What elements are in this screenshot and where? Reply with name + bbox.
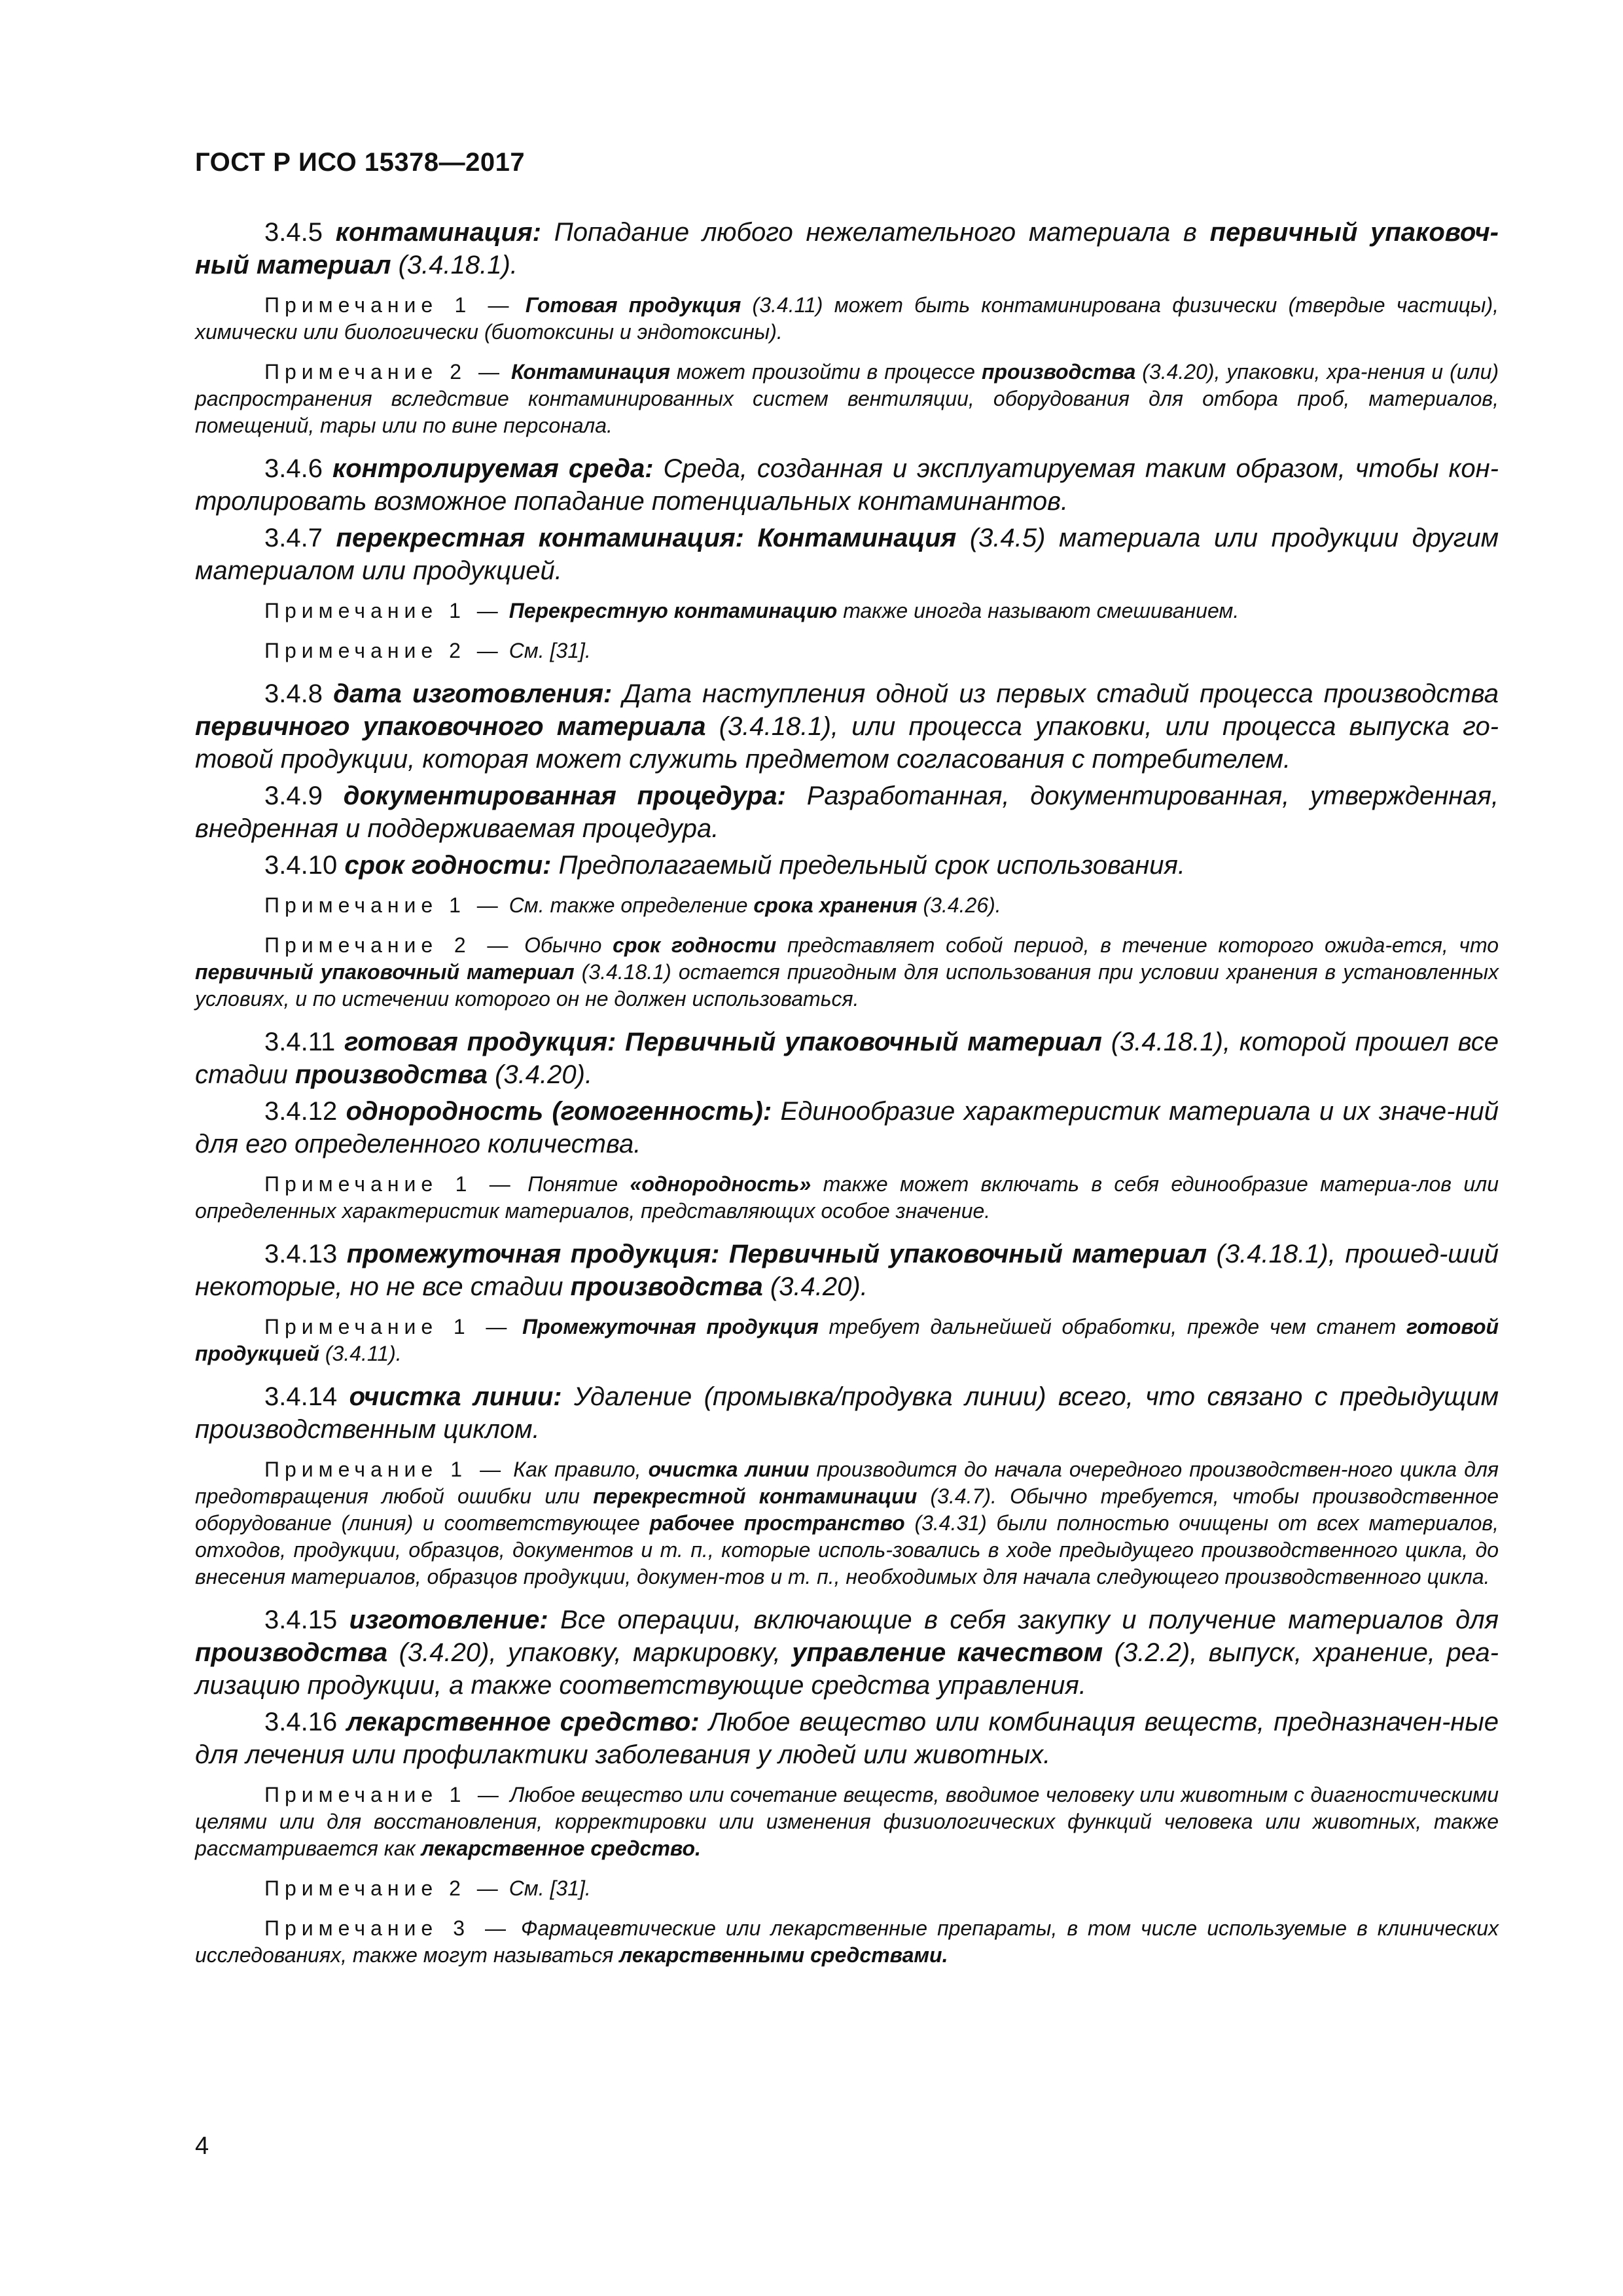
term-definition: [195, 1238, 1499, 1303]
note-label: Примечание 2 —: [264, 639, 503, 662]
note-emphasis: рабочее пространство: [649, 1511, 905, 1535]
note-emphasis: очистка линии: [648, 1458, 810, 1481]
note-text: также может включать в себя единообразие материа-лов или определенных характеристик материалов, представляющих особое значение.: [195, 1172, 1499, 1223]
term-text: (3.4.5) материала или продукции другим материалом или продукцией.: [195, 524, 1499, 585]
term-name: изготовление:: [349, 1605, 548, 1634]
document-header: ГОСТ Р ИСО 15378—2017: [195, 148, 526, 177]
note-text: (3.4.7). Обычно требуется, чтобы производственное оборудование (линия) и соответствующее: [195, 1484, 1499, 1535]
term-name: готовая продукция:: [344, 1028, 616, 1056]
term-emphasis: Контаминация: [743, 524, 957, 552]
term-note: [195, 598, 1499, 624]
term-definition: [195, 452, 1499, 518]
term-number: 3.4.11: [264, 1028, 345, 1056]
term-definition: [195, 1026, 1499, 1091]
term-emphasis: управление качеством: [792, 1638, 1103, 1667]
note-emphasis: производства: [981, 360, 1136, 384]
note-text: (3.4.31) были полностью очищены от всех материалов, отходов, продукции, образцов, документов и т. п., которые исполь-зовались в ходе предыдущего производственного цикла, до внесения материалов, образцов продукции, докумен-тов и т. п., необходимых для начала следующего производственного цикла.: [195, 1511, 1499, 1588]
note-emphasis: срока хранения: [753, 893, 918, 917]
note-text: (3.4.20), упаковки, хра-нения и (или) распространения вследствие контаминированных систем вентиляции, оборудования для отбора проб, материалов, помещений, тары или по вине персонала.: [195, 360, 1499, 437]
term-number: 3.4.14: [264, 1382, 349, 1411]
term-text: (3.4.18.1), или процесса упаковки, или процесса выпуска го-товой продукции, которая может служить предметом согласования с потребителем.: [195, 712, 1499, 774]
term-text: Единообразие характеристик материала и их значе-ний для его определенного количества.: [195, 1097, 1499, 1158]
note-text: Обычно: [524, 933, 613, 957]
note-emphasis: готовой продукцией: [195, 1315, 1499, 1365]
term-emphasis: Первичный упаковочный материал: [719, 1240, 1207, 1268]
term-text: Все операции, включающие в себя закупку и получение материалов для: [548, 1605, 1499, 1634]
term-note: [195, 1456, 1499, 1590]
note-emphasis: Контаминация: [510, 360, 670, 384]
term-number: 3.4.15: [264, 1605, 349, 1634]
term-text: (3.4.18.1), которой прошел все стадии: [195, 1028, 1499, 1089]
term-number: 3.4.7: [264, 524, 336, 552]
note-text: См. [31].: [508, 1876, 591, 1900]
note-emphasis: Промежуточная продукция: [522, 1315, 819, 1338]
note-label: Примечание 1 —: [264, 1458, 507, 1481]
term-note: [195, 1171, 1499, 1225]
term-number: 3.4.9: [264, 781, 344, 810]
note-emphasis: первичный упаковочный материал: [195, 960, 575, 984]
note-label: Примечание 1 —: [264, 293, 514, 317]
note-text: (3.4.18.1) остается пригодным для использования при условии хранения в установленных условиях, и по истечении которого он не должен использоваться.: [195, 960, 1499, 1011]
term-text: (3.4.20).: [762, 1272, 868, 1301]
term-emphasis: Первичный упаковочный материал: [616, 1028, 1102, 1056]
term-number: 3.4.10: [264, 851, 345, 880]
term-number: 3.4.12: [264, 1097, 346, 1126]
term-note: [195, 932, 1499, 1013]
note-text: См. [31].: [508, 639, 591, 662]
note-text: требует дальнейшей обработки, прежде чем станет: [818, 1315, 1407, 1338]
term-text: (3.4.20), упаковку, маркировку,: [387, 1638, 793, 1667]
note-label: Примечание 1 —: [264, 1783, 504, 1806]
term-definition: [195, 1095, 1499, 1160]
term-note: [195, 1782, 1499, 1862]
term-text: Удаление (промывка/продувка линии) всего, что связано с предыдущим производственным циклом.: [195, 1382, 1499, 1444]
term-text: (3.4.18.1).: [391, 251, 518, 279]
term-definition: [195, 1380, 1499, 1446]
term-text: Разработанная, документированная, утвержденная, внедренная и поддерживаемая процедура.: [195, 781, 1499, 843]
term-text: Попадание любого нежелательного материала в: [541, 218, 1210, 247]
term-text: (3.2.2), выпуск, хранение, реа-лизацию продукции, а также соответствующие средства управления.: [195, 1638, 1499, 1700]
note-emphasis: лекарственное средство.: [421, 1837, 701, 1860]
note-text: (3.4.11) может быть контаминирована физически (твердые частицы), химически или биологически (биотоксины и эндотоксины).: [195, 293, 1499, 344]
note-emphasis: срок годности: [613, 933, 777, 957]
term-definition: [195, 1604, 1499, 1702]
note-text: представляет собой период, в течение которого ожида-ется, что: [776, 933, 1499, 957]
term-name: контаминация:: [335, 218, 541, 247]
note-text: (3.4.26).: [917, 893, 1001, 917]
term-text: (3.4.20).: [488, 1060, 593, 1089]
term-emphasis: первичного упаковочного материала: [195, 712, 706, 741]
note-label: Примечание 2 —: [264, 1876, 503, 1900]
term-name: перекрестная контаминация:: [336, 524, 744, 552]
note-label: Примечание 3 —: [264, 1916, 511, 1940]
note-emphasis: перекрестной контаминации: [593, 1484, 918, 1508]
term-text: Любое вещество или комбинация веществ, предназначен-ные для лечения или профилактики заболевания у людей или животных.: [195, 1708, 1499, 1769]
note-emphasis: «однородность»: [630, 1172, 812, 1196]
note-label: Примечание 1 —: [264, 893, 503, 917]
term-definition: [195, 780, 1499, 845]
term-text: Среда, созданная и эксплуатируемая таким образом, чтобы кон-тролировать возможное попадание потенциальных контаминантов.: [195, 454, 1499, 516]
term-note: [195, 637, 1499, 664]
term-name: контролируемая среда:: [332, 454, 654, 483]
note-text: также иногда называют смешиванием.: [837, 599, 1240, 622]
document-body: [195, 216, 1499, 1982]
note-label: Примечание 2 —: [264, 360, 505, 384]
note-emphasis: лекарственными средствами.: [619, 1943, 948, 1967]
term-note: [195, 1915, 1499, 1969]
term-text: Дата наступления одной из первых стадий процесса производства: [612, 679, 1499, 708]
term-definition: [195, 1706, 1499, 1771]
term-name: промежуточная продукция:: [346, 1240, 720, 1268]
note-text: может произойти в процессе: [669, 360, 982, 384]
term-definition: [195, 216, 1499, 281]
term-name: однородность (гомогенность):: [346, 1097, 772, 1126]
term-text: Предполагаемый предельный срок использования.: [551, 851, 1186, 880]
term-note: [195, 359, 1499, 439]
note-text: производится до начала очередного производствен-ного цикла для предотвращения любой ошибки или: [195, 1458, 1499, 1508]
note-label: Примечание 1 —: [264, 1315, 512, 1338]
term-number: 3.4.16: [264, 1708, 347, 1736]
term-name: очистка линии:: [349, 1382, 562, 1411]
note-text: Как правило,: [513, 1458, 649, 1481]
page-number: 4: [195, 2132, 209, 2160]
term-note: [195, 1314, 1499, 1367]
term-note: [195, 1875, 1499, 1902]
term-note: [195, 892, 1499, 919]
term-emphasis: производства: [294, 1060, 488, 1089]
term-number: 3.4.13: [264, 1240, 347, 1268]
term-definition: [195, 677, 1499, 776]
term-emphasis: производства: [570, 1272, 763, 1301]
note-text: Фармацевтические или лекарственные препараты, в том числе используемые в клинических исследованиях, также могут называться: [195, 1916, 1499, 1967]
term-definition: [195, 522, 1499, 587]
term-emphasis: первичный упаковоч-ный материал: [195, 218, 1499, 279]
note-emphasis: Перекрестную контаминацию: [508, 599, 838, 622]
note-label: Примечание 1 —: [264, 1172, 516, 1196]
term-emphasis: производства: [195, 1638, 388, 1667]
term-name: дата изготовления:: [333, 679, 613, 708]
term-name: лекарственное средство:: [346, 1708, 700, 1736]
term-note: [195, 292, 1499, 346]
term-definition: [195, 849, 1499, 882]
note-emphasis: Готовая продукция: [525, 293, 741, 317]
note-text: См. также определение: [508, 893, 754, 917]
term-number: 3.4.5: [264, 218, 336, 247]
term-number: 3.4.6: [264, 454, 332, 483]
note-label: Примечание 2 —: [264, 933, 514, 957]
note-text: Понятие: [527, 1172, 630, 1196]
note-text: (3.4.11).: [319, 1342, 402, 1365]
note-text: Любое вещество или сочетание веществ, вводимое человеку или животным с диагностическими целями или для восстановления, корректировки или изменения физиологических функций человека или животных, также рассматривается как: [195, 1783, 1499, 1860]
term-name: документированная процедура:: [343, 781, 786, 810]
term-name: срок годности:: [344, 851, 552, 880]
term-number: 3.4.8: [264, 679, 334, 708]
note-label: Примечание 1 —: [264, 599, 503, 622]
term-text: (3.4.18.1), прошед-ший некоторые, но не все стадии: [195, 1240, 1499, 1301]
